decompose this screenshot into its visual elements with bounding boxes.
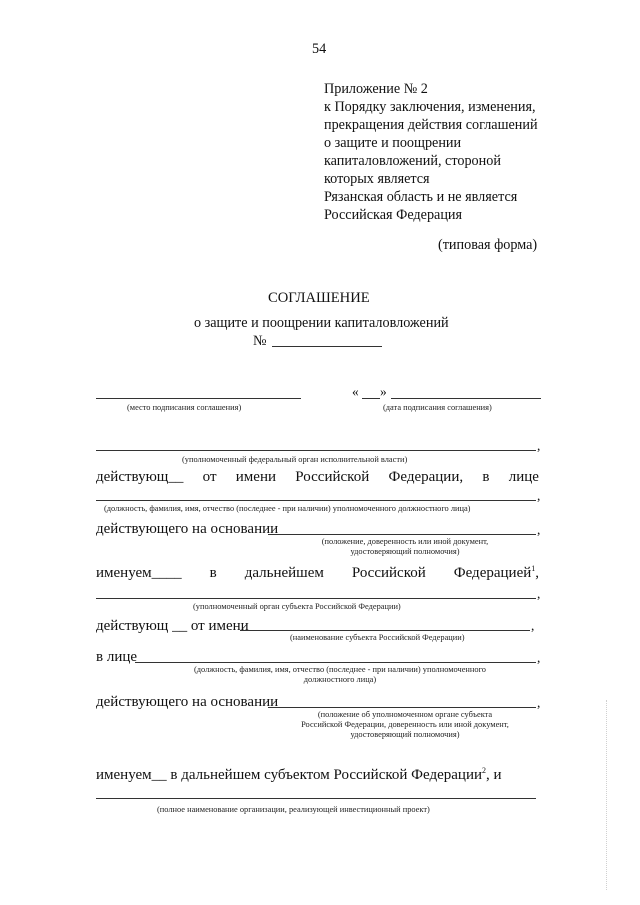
organization-line — [96, 798, 536, 799]
comma: , — [535, 565, 539, 581]
regional-named-line — [96, 766, 502, 785]
appendix-line: которых является — [324, 171, 430, 187]
caption-line: (положение, доверенность или иной документ, — [321, 537, 489, 546]
date-month-year-line — [391, 398, 541, 399]
organization-caption: (полное наименование организации, реализующей инвестиционный проект) — [157, 805, 430, 814]
signing-place-caption: (место подписания соглашения) — [127, 403, 242, 412]
date-open-quote: « — [352, 384, 359, 399]
caption-line: удостоверяющий полномочия) — [350, 730, 460, 739]
named-word: дальнейшем — [244, 565, 324, 581]
caption-line: (должность, фамилия, имя, отчество (последнее - при наличии) уполномоченного — [194, 665, 486, 674]
signing-place-line — [96, 398, 301, 399]
federal-person-comma: , — [537, 488, 541, 503]
caption-line: удостоверяющий полномочия) — [350, 547, 460, 556]
agreement-subtitle: о защите и поощрении капиталовложений — [194, 315, 449, 331]
regional-person-caption — [150, 665, 530, 685]
date-close-quote: » — [380, 384, 387, 399]
federal-organ-comma: , — [537, 438, 541, 453]
caption-line: Российской Федерации, доверенность или иной документ, — [301, 720, 509, 729]
regional-basis-label: действующего на основании — [96, 694, 279, 710]
federal-basis-line — [268, 534, 536, 535]
agreement-number-sign: № — [253, 333, 267, 349]
date-day-line — [362, 398, 380, 399]
signing-date-caption: (дата подписания соглашения) — [383, 403, 492, 412]
regional-named-suffix: , и — [486, 767, 502, 783]
footnote-marker: 1 — [531, 564, 536, 573]
regional-subject-line — [240, 630, 530, 631]
appendix-line: прекращения действия соглашений — [324, 117, 538, 133]
acting-word: Федерации, — [388, 469, 464, 485]
regional-acting-label: действующ __ от имени — [96, 618, 249, 634]
acting-word: в — [482, 469, 490, 485]
appendix-block — [324, 80, 538, 224]
federal-basis-label: действующего на основании — [96, 521, 279, 537]
federal-acting-line — [96, 468, 539, 487]
appendix-line: о защите и поощрении — [324, 135, 462, 151]
regional-person-comma: , — [537, 650, 541, 665]
named-word: Российской — [351, 565, 426, 581]
regional-basis-comma: , — [537, 695, 541, 710]
appendix-line: Рязанская область и не является — [324, 189, 518, 205]
caption-line: должностного лица) — [303, 675, 377, 684]
named-word-last — [454, 564, 539, 583]
regional-subject-comma: , — [531, 618, 535, 633]
regional-organ-line — [96, 598, 536, 599]
appendix-line: Российская Федерация — [324, 207, 463, 223]
federal-person-caption: (должность, фамилия, имя, отчество (последнее - при наличии) уполномоченного должностного лица) — [104, 504, 471, 513]
federal-organ-line — [96, 450, 536, 451]
named-word: Федерацией — [453, 565, 532, 581]
regional-named-text: именуем__ в дальнейшем субъектом Российской Федерации — [96, 767, 483, 783]
appendix-line: капиталовложений, стороной — [324, 153, 501, 169]
regional-basis-line — [268, 707, 536, 708]
page-number: 54 — [312, 41, 327, 57]
appendix-line: Приложение № 2 — [324, 81, 428, 97]
federal-basis-caption — [280, 537, 530, 557]
acting-word: лице — [508, 469, 539, 485]
regional-basis-caption — [270, 710, 540, 740]
federal-basis-comma: , — [537, 522, 541, 537]
agreement-title: СОГЛАШЕНИЕ — [268, 290, 370, 306]
acting-word: от — [202, 469, 217, 485]
scan-artifact — [606, 700, 608, 890]
regional-organ-caption: (уполномоченный орган субъекта Российской Федерации) — [193, 602, 401, 611]
caption-line: (положение об уполномоченном органе субъекта — [317, 710, 493, 719]
acting-word: Российской — [295, 469, 370, 485]
acting-word: действующ__ — [96, 469, 184, 485]
agreement-number-line — [272, 346, 382, 347]
appendix-line: к Порядку заключения, изменения, — [324, 99, 536, 115]
regional-organ-comma: , — [537, 586, 541, 601]
form-type: (типовая форма) — [438, 237, 538, 253]
named-word: в — [209, 565, 217, 581]
regional-subject-caption: (наименование субъекта Российской Федерации) — [290, 633, 465, 642]
footnote-marker: 2 — [482, 766, 487, 775]
federal-person-line — [96, 500, 536, 501]
federal-named-line — [96, 564, 539, 583]
named-word: именуем____ — [96, 565, 182, 581]
regional-in-person-label: в лице — [96, 649, 138, 665]
regional-person-line — [135, 662, 536, 663]
acting-word: имени — [235, 469, 277, 485]
federal-organ-caption: (уполномоченный федеральный орган исполнительной власти) — [182, 455, 408, 464]
